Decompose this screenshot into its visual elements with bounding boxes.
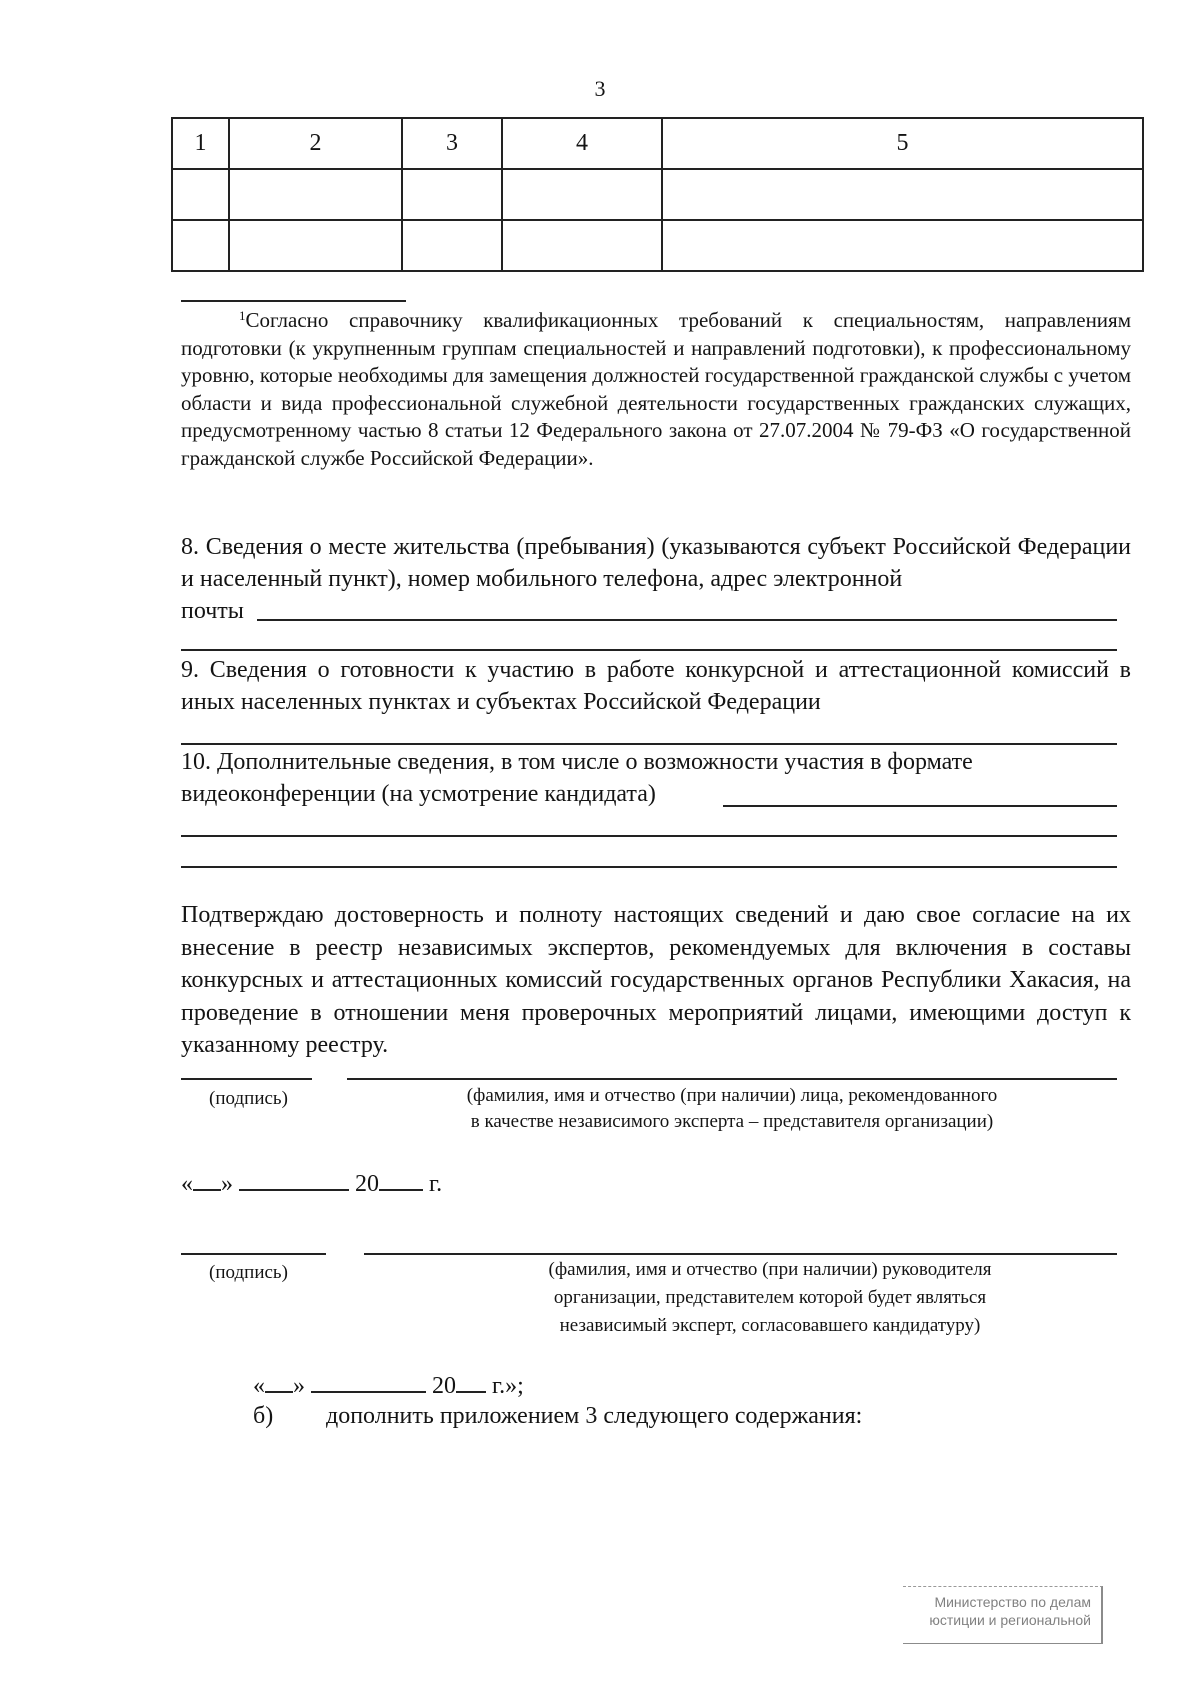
signature-line[interactable] (181, 1253, 326, 1255)
table-cell (229, 220, 402, 271)
year-blank[interactable] (456, 1369, 486, 1393)
month-blank[interactable] (311, 1369, 426, 1393)
date-line (253, 1369, 524, 1400)
year-prefix: 20 (355, 1171, 379, 1197)
stamp-line: юстиции и региональной (929, 1612, 1091, 1628)
footnote-separator (181, 300, 406, 302)
page-number: 3 (594, 76, 606, 101)
item-10-fill-line[interactable] (723, 805, 1117, 807)
name-caption-line: (фамилия, имя и отчество (при наличии) руководителя (548, 1259, 992, 1280)
table-header-cell: 1 (172, 118, 229, 169)
table-header-cell: 2 (229, 118, 402, 169)
name-caption-line: (фамилия, имя и отчество (при наличии) лица, рекомендованного (466, 1085, 998, 1106)
table-row (172, 169, 1143, 220)
year-prefix: 20 (432, 1373, 456, 1399)
table-header-cell: 5 (662, 118, 1143, 169)
date-line (181, 1167, 442, 1198)
form-table (171, 117, 1144, 272)
table-header-row (172, 118, 1143, 169)
name-caption (420, 1256, 1120, 1340)
close-quote: » (221, 1171, 233, 1197)
year-blank[interactable] (379, 1167, 423, 1191)
name-line[interactable] (347, 1078, 1117, 1080)
name-caption (347, 1083, 1117, 1135)
day-blank[interactable] (265, 1369, 293, 1393)
signature-line[interactable] (181, 1078, 312, 1080)
item-10-text: 10. Дополнительные сведения, в том числе о возможности участия в формате (181, 749, 973, 775)
signature-caption: (подпись) (209, 1088, 288, 1109)
year-suffix: г.»; (492, 1373, 524, 1399)
item-8-tail: почты (181, 598, 244, 624)
item-b-marker: б) (253, 1403, 274, 1429)
footnote-text: Согласно справочнику квалификационных требований к специальностям, направлениям подготовки (к укрупненным группам специальностей и направлений подготовки), к профессиональному уровню, которые необходимы для замещения должностей государственной гражданской службы с учетом области и вида профессиональной служебной деятельности государственных гражданских служащих, предусмотренному частью 8 статьи 12 Федерального закона от 27.07.2004 № 79-ФЗ «О государственной гражданской службе Российской Федерации». (181, 308, 1131, 470)
item-9-text: 9. Сведения о готовности к участию в работе конкурсной и аттестационной комиссий в иных населенных пунктах и субъектах Российской Федерации (181, 657, 1131, 715)
table-header-cell: 4 (502, 118, 662, 169)
month-blank[interactable] (239, 1167, 349, 1191)
item-8-text: 8. Сведения о месте жительства (пребывания) (указываются субъект Российской Федерации и населенный пункт), номер мобильного телефона, адрес электронной (181, 534, 1131, 592)
footnote-marker: 1 (239, 308, 246, 323)
table-cell (402, 169, 502, 220)
open-quote: « (253, 1373, 265, 1399)
name-caption-line: в качестве независимого эксперта – представителя организации) (470, 1111, 994, 1132)
registration-stamp (903, 1586, 1103, 1644)
confirmation-text: Подтверждаю достоверность и полноту настоящих сведений и даю свое согласие на их внесение в реестр независимых экспертов, рекомендуемых для включения в составы конкурсных и аттестационных комиссий государственных органов Республики Хакасия, на проведение в отношении меня проверочных мероприятий лицами, имеющими доступ к указанному реестру. (181, 902, 1131, 1058)
table-cell (172, 169, 229, 220)
table-row (172, 220, 1143, 271)
table-cell (662, 169, 1143, 220)
item-b-text: дополнить приложением 3 следующего содержания: (326, 1403, 863, 1429)
item-8-fill-line[interactable] (181, 649, 1117, 651)
day-blank[interactable] (193, 1167, 221, 1191)
item-8-fill-line[interactable] (257, 619, 1117, 621)
stamp-line: Министерство по делам (934, 1594, 1091, 1610)
name-line[interactable] (364, 1253, 1117, 1255)
name-caption-line: организации, представителем которой будет являться (553, 1287, 987, 1308)
table-header-cell: 3 (402, 118, 502, 169)
item-10-fill-line[interactable] (181, 835, 1117, 837)
table-cell (662, 220, 1143, 271)
table-cell (502, 169, 662, 220)
table-cell (502, 220, 662, 271)
item-9-fill-line[interactable] (181, 743, 1117, 745)
signature-caption: (подпись) (209, 1262, 288, 1283)
name-caption-line: независимый эксперт, согласовавшего кандидатуру) (559, 1315, 981, 1336)
close-quote: » (293, 1373, 305, 1399)
table-cell (402, 220, 502, 271)
footnote (181, 307, 1131, 472)
year-suffix: г. (429, 1171, 443, 1197)
item-10-tail: видеоконференции (на усмотрение кандидата) (181, 781, 656, 807)
item-10-fill-line[interactable] (181, 866, 1117, 868)
table-cell (172, 220, 229, 271)
open-quote: « (181, 1171, 193, 1197)
table-cell (229, 169, 402, 220)
